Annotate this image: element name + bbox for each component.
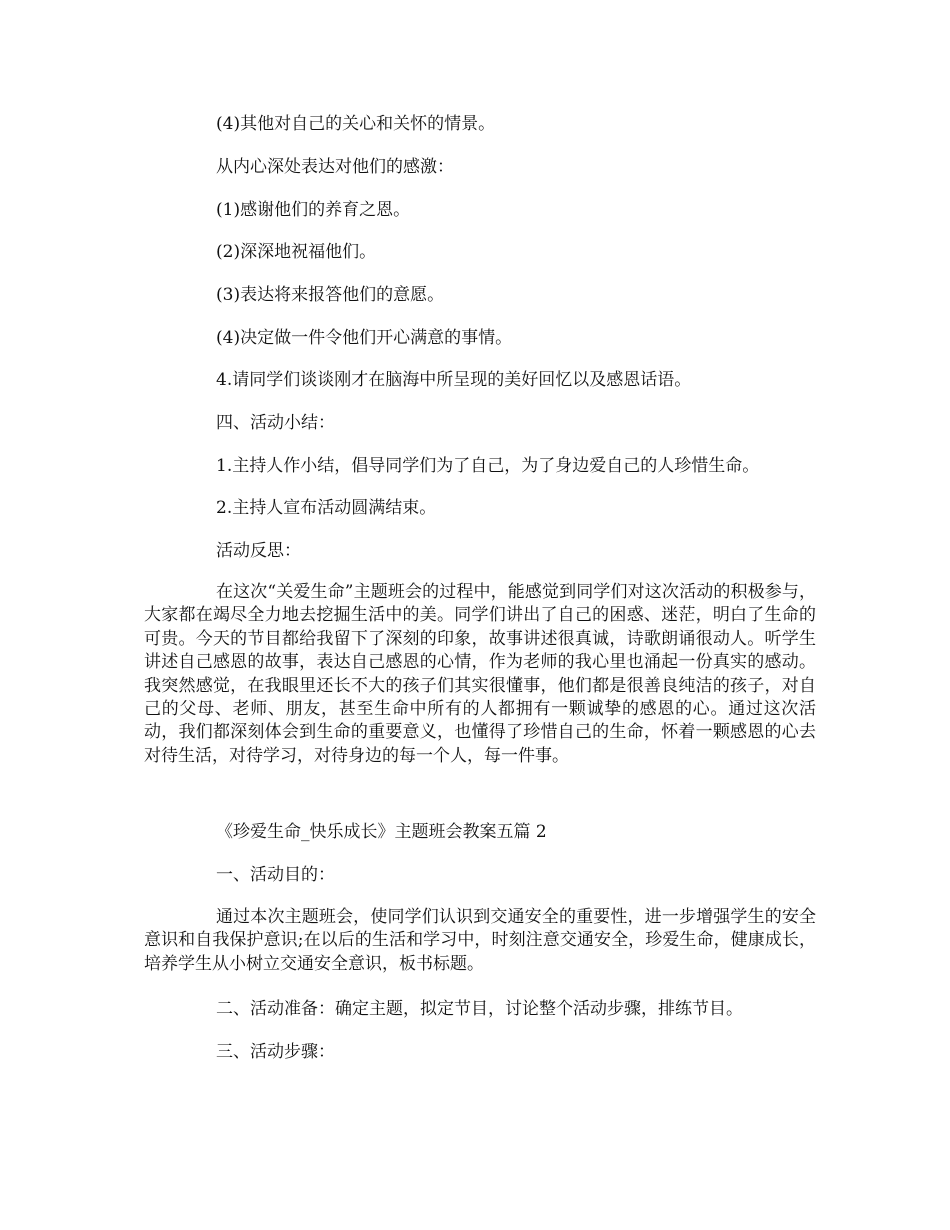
section-heading: 三、活动步骤： [216,1042,335,1062]
section-heading: 四、活动小结： [216,413,335,433]
text-line: 二、活动准备：确定主题，拟定节目，讨论整个活动步骤，排练节目。 [216,999,743,1019]
text-line: (3)表达将来报答他们的意愿。 [216,285,445,305]
section-heading: 一、活动目的： [216,865,335,885]
section-heading: 活动反思： [216,541,301,561]
text-line: 从内心深处表达对他们的感激： [216,157,454,177]
text-line: 4.请同学们谈谈刚才在脑海中所呈现的美好回忆以及感恩话语。 [216,370,692,390]
section-title: 《珍爱生命_快乐成长》主题班会教案五篇 2 [216,822,547,842]
text-line: (4)其他对自己的关心和关怀的情景。 [216,114,496,134]
text-line: (1)感谢他们的养育之恩。 [216,200,411,220]
text-line: 1.主持人作小结，倡导同学们为了自己，为了身边爱自己的人珍惜生命。 [216,456,760,476]
text-line: (4)决定做一件令他们开心满意的事情。 [216,328,513,348]
text-line: (2)深深地祝福他们。 [216,242,377,262]
reflection-paragraph: 在这次“关爱生命”主题班会的过程中，能感觉到同学们对这次活动的积极参与，大家都在竭尽全力地去挖掘生活中的美。同学们讲出了自己的困惑、迷茫，明白了生命的可贵。今天的节目都给我留下了深刻的印象，故事讲述很真诚，诗歌朗诵很动人。听学生讲述自己感恩的故事，表达自己感恩的心情，作为老师的我心里也涌起一份真实的感动。我突然感觉，在我眼里还长不大的孩子们其实很懂事，他们都是很善良纯洁的孩子，对自己的父母、老师、朋友，甚至生命中所有的人都拥有一颗诚挚的感恩的心。通过这次活动，我们都深刻体会到生命的重要意义，也懂得了珍惜自己的生命，怀着一颗感恩的心去对待生活，对待学习，对待身边的每一个人，每一件事。 [144,582,816,766]
goal-paragraph: 通过本次主题班会，使同学们认识到交通安全的重要性，进一步增强学生的安全意识和自我保护意识;在以后的生活和学习中，时刻注意交通安全，珍爱生命，健康成长，培养学生从小树立交通安全意识，板书标题。 [144,907,816,974]
text-line: 2.主持人宣布活动圆满结束。 [216,498,437,518]
